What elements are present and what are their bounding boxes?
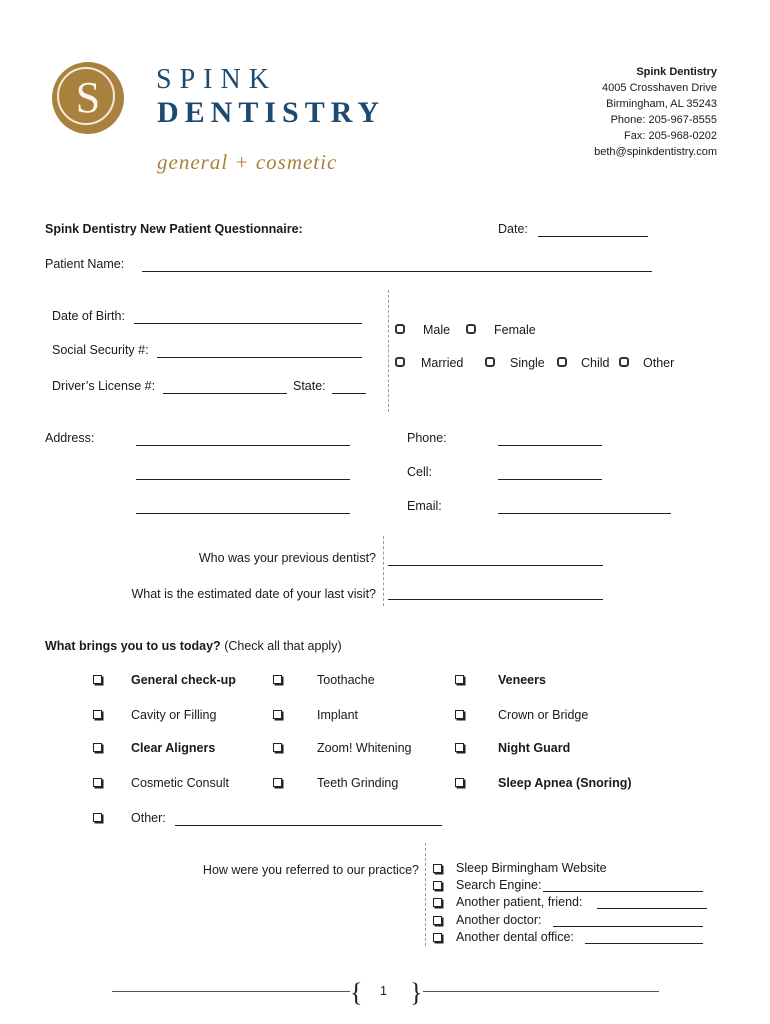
reason-zoom-whitening: Zoom! Whitening (317, 741, 412, 755)
patient-name-label: Patient Name: (45, 257, 125, 271)
reason-cosmetic-consult: Cosmetic Consult (131, 776, 229, 790)
other-reason-field[interactable] (175, 825, 442, 826)
email-field[interactable] (498, 513, 671, 514)
reason-general-checkup: General check-up (131, 673, 236, 687)
reason-cavity-filling: Cavity or Filling (131, 708, 217, 722)
checkbox-zoom-whitening[interactable] (273, 743, 282, 752)
practice-email: beth@spinkdentistry.com (594, 146, 717, 158)
checkbox-sleep-apnea[interactable] (455, 778, 464, 787)
reason-night-guard: Night Guard (498, 741, 571, 755)
checkbox-veneers[interactable] (455, 675, 464, 684)
married-radio[interactable] (395, 357, 405, 367)
logo-tagline: general + cosmetic (157, 150, 338, 174)
email-label: Email: (407, 499, 442, 513)
state-field[interactable] (332, 393, 366, 394)
referral-search-field[interactable] (543, 891, 703, 892)
date-field[interactable] (538, 236, 648, 237)
question-divider (383, 536, 384, 606)
ssn-label: Social Security #: (52, 343, 149, 357)
child-label: Child (581, 356, 610, 370)
checkbox-referral-dental-office[interactable] (433, 933, 442, 942)
checkbox-general-checkup[interactable] (93, 675, 102, 684)
practice-street: 4005 Crosshaven Drive (602, 82, 717, 94)
checkbox-clear-aligners[interactable] (93, 743, 102, 752)
checkbox-referral-search[interactable] (433, 881, 442, 890)
reason-implant: Implant (317, 708, 358, 722)
practice-name: Spink Dentistry (636, 66, 717, 78)
date-label: Date: (498, 222, 528, 236)
referral-dental-office: Another dental office: (456, 930, 574, 944)
checkbox-referral-doctor[interactable] (433, 916, 442, 925)
phone-label: Phone: (407, 431, 447, 445)
phone-field[interactable] (498, 445, 602, 446)
last-visit-question: What is the estimated date of your last visit? (131, 587, 376, 601)
address-line-3[interactable] (136, 513, 350, 514)
married-label: Married (421, 356, 464, 370)
checkbox-implant[interactable] (273, 710, 282, 719)
state-label: State: (293, 379, 326, 393)
reason-veneers: Veneers (498, 673, 546, 687)
checkbox-teeth-grinding[interactable] (273, 778, 282, 787)
prev-dentist-question: Who was your previous dentist? (198, 551, 376, 565)
checkbox-other-reason[interactable] (93, 813, 102, 822)
footer-brace-left: { (350, 978, 363, 1007)
cell-label: Cell: (407, 465, 433, 479)
single-label: Single (510, 356, 545, 370)
reason-crown-bridge: Crown or Bridge (498, 708, 589, 722)
ssn-field[interactable] (157, 357, 362, 358)
referral-search-engine: Search Engine: (456, 878, 542, 892)
reason-toothache: Toothache (317, 673, 375, 687)
section-divider (388, 290, 389, 412)
address-line-2[interactable] (136, 479, 350, 480)
form-title: Spink Dentistry New Patient Questionnaire: (45, 222, 303, 236)
checkbox-cosmetic-consult[interactable] (93, 778, 102, 787)
logo-name-bottom: DENTISTRY (157, 96, 385, 129)
practice-city: Birmingham, AL 35243 (606, 98, 717, 110)
male-radio[interactable] (395, 324, 405, 334)
practice-address-block (594, 64, 717, 160)
dob-label: Date of Birth: (52, 309, 125, 323)
cell-field[interactable] (498, 479, 602, 480)
dob-field[interactable] (134, 323, 362, 324)
practice-fax: Fax: 205-968-0202 (624, 130, 717, 142)
other-reason-label: Other: (131, 811, 166, 825)
male-label: Male (423, 323, 451, 337)
logo-letter: S (75, 73, 101, 122)
checkbox-referral-patient[interactable] (433, 898, 442, 907)
referral-dental-office-field[interactable] (585, 943, 703, 944)
last-visit-field[interactable] (388, 599, 603, 600)
license-label: Driver’s License #: (52, 379, 156, 393)
reason-clear-aligners: Clear Aligners (131, 741, 216, 755)
practice-phone: Phone: 205-967-8555 (610, 114, 717, 126)
reasons-heading-row (45, 639, 342, 653)
checkbox-crown-bridge[interactable] (455, 710, 464, 719)
license-field[interactable] (163, 393, 287, 394)
referral-question: How were you referred to our practice? (202, 863, 419, 877)
child-radio[interactable] (557, 357, 567, 367)
address-line-1[interactable] (136, 445, 350, 446)
other-status-label: Other (643, 356, 675, 370)
checkbox-toothache[interactable] (273, 675, 282, 684)
address-label: Address: (45, 431, 95, 445)
reasons-hint: (Check all that apply) (224, 639, 342, 653)
footer-rule-left (112, 991, 350, 992)
checkbox-night-guard[interactable] (455, 743, 464, 752)
logo-emblem (52, 62, 124, 134)
patient-name-field[interactable] (142, 271, 652, 272)
footer-rule-right (423, 991, 659, 992)
referral-patient-field[interactable] (597, 908, 707, 909)
single-radio[interactable] (485, 357, 495, 367)
reason-teeth-grinding: Teeth Grinding (317, 776, 399, 790)
referral-website: Sleep Birmingham Website (456, 861, 607, 875)
reasons-heading: What brings you to us today? (45, 639, 221, 653)
female-label: Female (494, 323, 536, 337)
page-number: 1 (380, 984, 387, 998)
referral-doctor: Another doctor: (456, 913, 542, 927)
other-status-radio[interactable] (619, 357, 629, 367)
checkbox-referral-website[interactable] (433, 864, 442, 873)
footer-brace-right: } (410, 978, 423, 1007)
referral-doctor-field[interactable] (553, 926, 703, 927)
female-radio[interactable] (466, 324, 476, 334)
checkbox-cavity-filling[interactable] (93, 710, 102, 719)
reason-sleep-apnea: Sleep Apnea (Snoring) (498, 776, 632, 790)
referral-patient-friend: Another patient, friend: (456, 895, 583, 909)
logo-name-top: SPINK (156, 64, 277, 95)
prev-dentist-field[interactable] (388, 565, 603, 566)
referral-divider (425, 843, 426, 946)
